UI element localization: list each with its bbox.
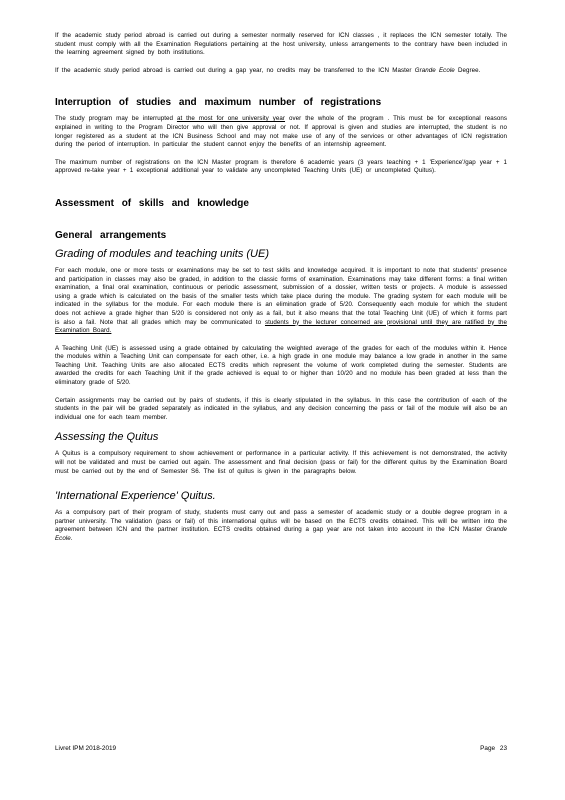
international-paragraph-1 bbox=[55, 509, 507, 543]
footer-document-title: Livret IPM 2018-2019 bbox=[55, 745, 117, 752]
intro-paragraph-2-end: Degree. bbox=[458, 66, 481, 74]
intro-paragraph-2-text: If the academic study period abroad is carried out during a gap year, no credits may be transferred to the ICN Master bbox=[55, 66, 412, 74]
general-arrangements-heading: General arrangements bbox=[55, 229, 167, 241]
international-paragraph-1-end: . bbox=[70, 535, 73, 542]
grading-provisional-underlined: students by the lecturer concerned are provisional until they are ratified by the Examination Board. bbox=[55, 318, 507, 335]
quitus-heading: Assessing the Quitus bbox=[55, 431, 159, 444]
document-page bbox=[55, 32, 507, 553]
intro-paragraph-2 bbox=[55, 67, 507, 76]
grading-heading: Grading of modules and teaching units (UE) bbox=[55, 247, 270, 260]
interruption-paragraph-1-start: The study program may be interrupted bbox=[55, 115, 173, 123]
grande-ecole-emphasis: Grande Ecole bbox=[414, 66, 455, 74]
intro-paragraph-1: If the academic study period abroad is carried out during a semester normally reserved for ICN classes , it replaces the ICN semester totally. The student must comply with all the Examination Regulations pertaining at the host university, unless arrangements to the contrary have been included in the learning agreement signed by both institutions. bbox=[55, 32, 507, 57]
footer-page-indicator bbox=[480, 745, 507, 752]
grading-paragraph-2: A Teaching Unit (UE) is assessed using a grade obtained by calculating the weighted average of the grades for each of the modules within it. Hence the modules within a Teaching Unit can compensate for each other, i.e. a high grade in one module may balance a low grade in another in the same Teaching Unit. Teaching Units are also allocated ECTS credits which represent the volume of work completed during the semester. Students are awarded the credits for each Teaching Unit if the grade achieved is equal to or higher than 10/20 and no module has been graded at less than the eliminatory grade of 5/20. bbox=[55, 344, 507, 387]
assessment-heading: Assessment of skills and knowledge bbox=[55, 197, 249, 209]
footer-page-label: Page bbox=[480, 745, 496, 752]
international-paragraph-1-text: As a compulsory part of their program of study, students must carry out and pass a semester of academic study or a double degree program in a partner university. The validation (pass or fail) of this international quitus will be based on the ECTS credits obtained. This will be written into the agreement between ICN and the partner institution. ECTS credits obtained during a gap year are not taken into account in the ICN Master bbox=[55, 509, 507, 534]
footer-page-number: 23 bbox=[499, 745, 507, 752]
international-experience-heading: 'International Experience' Quitus. bbox=[55, 490, 216, 503]
interruption-heading: Interruption of studies and maximum number of registrations bbox=[55, 97, 382, 109]
interruption-paragraph-1-rest: over the whole of the program . This must be for exceptional reasons explained in writing to the Program Director who will then give approval or not. If approval is given and studies are interrupted, the student is no longer registered as a student at the ICN Business School and may not make use of any of the services or other advantages of ICN registration during the period of interruption. In particular the student cannot enjoy the benefits of an internship agreement. bbox=[55, 115, 508, 149]
grande-ecole-emphasis-2: Grande Ecole bbox=[55, 526, 507, 542]
grading-paragraph-1 bbox=[55, 267, 507, 336]
interruption-paragraph-2: The maximum number of registrations on the ICN Master program is therefore 6 academic years (3 years teaching + 1 'Experience'/gap year + 1 approved re-take year + 1 exceptional additional year to validate any uncompleted Teaching Units (UE) or uncompleted Quitus). bbox=[55, 158, 507, 175]
grading-paragraph-3: Certain assignments may be carried out by pairs of students, if this is clearly stipulated in the syllabus. In this case the contribution of each of the students in the pair will be graded separately as indicated in the syllabus, and any decision concerning the pass or fail of the module will also be an individual one for each team member. bbox=[55, 396, 507, 421]
quitus-paragraph-1: A Quitus is a compulsory requirement to show achievement or performance in a particular activity. If this achievement is not demonstrated, the activity will not be validated and must be carried out again. The assessment and final decision (pass or fail) for the different quitus by the Examination Board must be carried out by the end of Semester S6. The list of quitus is given in the paragraphs below. bbox=[55, 450, 507, 475]
grading-paragraph-1-text: For each module, one or more tests or examinations may be set to test skills and knowledge acquired. It is important to note that students' presence and participation in classes may also be graded, in addition to the classic forms of examination. Examinations may take different forms: a final written examination, a final oral examination, continuous or periodic assessment, submission of a dossier, written tests or projects. A module is assessed using a grade which is calculated on the basis of the smaller tests which take place during the module. The grading system for each module will be indicated in the syllabus for the module. For each module there is an elimination grade of 5/20. Consequently each module for which the student does not achieve a grade higher than 5/20 is considered not only as a fail, but it also means that the total Teaching Unit (UE) of which it forms part is also a fail. Note that all grades which may be communicated to bbox=[55, 266, 507, 326]
interruption-limit-underlined: at the most for one university year bbox=[176, 115, 286, 123]
interruption-paragraph-1 bbox=[55, 115, 507, 149]
